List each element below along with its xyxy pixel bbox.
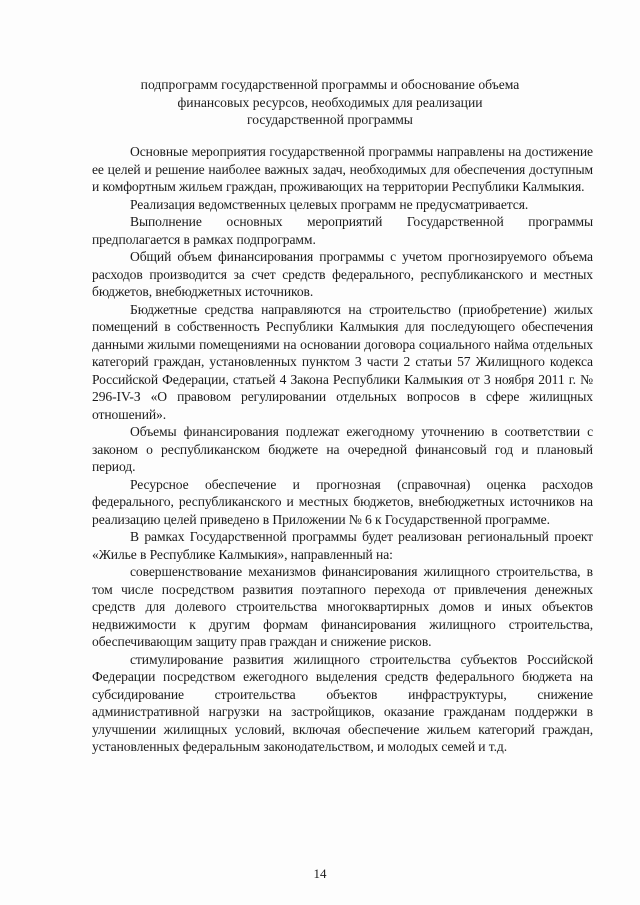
paragraph-regional-project: В рамках Государственной программы будет реализован региональный проект «Жилье в Республике Калмыкия», направленный на: <box>92 529 593 562</box>
paragraph-financing-mechanisms: совершенствование механизмов финансирования жилищного строительства, в том числе посредством развития поэтапного перехода от привлечения денежных средств для долевого строительства многоквартирных домов и иных объектов недвижимости к другим формам финансирования жилищного строительства, обеспечивающим защиту прав граждан и снижение рисков. <box>92 564 593 649</box>
paragraph-funding-volumes: Объемы финансирования подлежат ежегодному уточнению в соответствии с законом о республиканском бюджете на очередной финансовый год и плановый период. <box>92 424 593 474</box>
heading-line-3: государственной программы <box>247 112 413 128</box>
paragraph-departmental-programs: Реализация ведомственных целевых программ не предусматривается. <box>130 196 529 212</box>
paragraph-implementation: Выполнение основных мероприятий Государственной программы предполагается в рамках подпрограмм. <box>92 214 593 247</box>
paragraph-main-activities: Основные мероприятия государственной программы направлены на достижение ее целей и решение наиболее важных задач, необходимых для обеспечения доступным и комфортным жильем граждан, проживающих на территории Республики Калмыкия. <box>92 144 593 194</box>
document-body <box>92 143 593 756</box>
heading-line-1: подпрограмм государственной программы и обоснование объема <box>140 77 520 92</box>
section-heading <box>90 76 570 129</box>
heading-line-2: финансовых ресурсов, необходимых для реализации <box>177 94 483 110</box>
paragraph-budget-funds: Бюджетные средства направляются на строительство (приобретение) жилых помещений в собственность Республики Калмыкия для последующего обеспечения данными жилыми помещениями на основании договора социального найма отдельных категорий граждан, установленных пунктом 3 части 2 статьи 57 Жилищного кодекса Российской Федерации, статьей 4 Закона Республики Калмыкия от 3 ноября 2011 г. № 296-IV-З «О правовом регулировании отдельных вопросов в сфере жилищных отношений». <box>92 301 593 422</box>
paragraph-construction-stimulation: стимулирование развития жилищного строительства субъектов Российской Федерации посредством ежегодного выделения средств федерального бюджета на субсидирование строительства объектов инфраструктуры, снижение административной нагрузки на застройщиков, оказание гражданам поддержки в улучшении жилищных условий, включая обеспечение жильем категорий граждан, установленных федеральным законодательством, и молодых семей и т.д. <box>92 651 593 754</box>
paragraph-total-funding: Общий объем финансирования программы с учетом прогнозируемого объема расходов производится за счет средств федерального, республиканского и местных бюджетов, внебюджетных источников. <box>92 249 593 299</box>
page-number: 14 <box>313 866 327 881</box>
paragraph-resource-provision: Ресурсное обеспечение и прогнозная (справочная) оценка расходов федерального, республиканского и местных бюджетов, внебюджетных источников на реализацию целей приведено в Приложении № 6 к Государственной программе. <box>92 476 593 527</box>
